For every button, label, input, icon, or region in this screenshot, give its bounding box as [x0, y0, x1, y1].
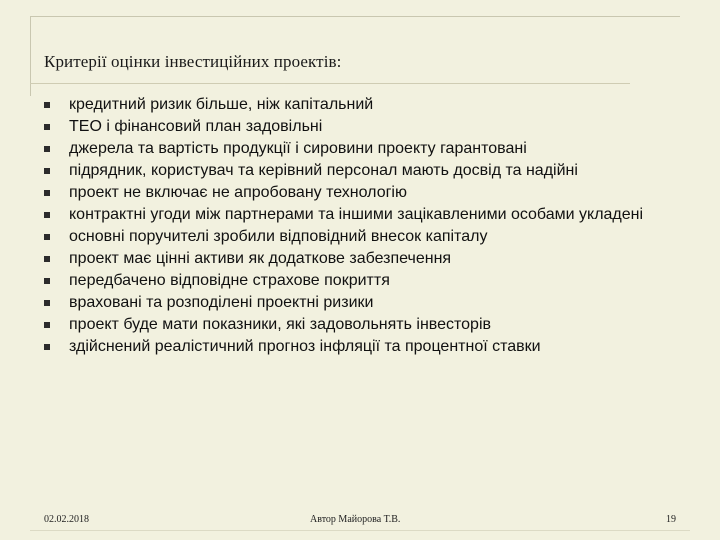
criteria-list: [44, 96, 684, 360]
frame-left-line: [30, 16, 31, 96]
slide-title: Критерії оцінки інвестиційних проектів:: [44, 52, 342, 71]
list-item-text: підрядник, користувач та керівний персонал мають досвід та надійні: [69, 162, 578, 179]
list-item-text: передбачено відповідне страхове покриття: [69, 272, 390, 289]
square-bullet-icon: [44, 168, 50, 174]
list-item: [44, 338, 684, 356]
list-item: [44, 228, 684, 246]
square-bullet-icon: [44, 102, 50, 108]
list-item: [44, 140, 684, 158]
square-bullet-icon: [44, 322, 50, 328]
list-item: [44, 206, 684, 224]
footer-author: Автор Майорова Т.В.: [310, 514, 401, 525]
list-item: [44, 294, 684, 312]
list-item: [44, 250, 684, 268]
square-bullet-icon: [44, 124, 50, 130]
bottom-divider: [30, 530, 690, 531]
list-item-text: джерела та вартість продукції і сировини проекту гарантовані: [69, 140, 527, 157]
list-item-text: контрактні угоди між партнерами та іншими зацікавленими особами укладені: [69, 206, 644, 223]
square-bullet-icon: [44, 300, 50, 306]
square-bullet-icon: [44, 256, 50, 262]
square-bullet-icon: [44, 146, 50, 152]
page-number: 19: [666, 514, 676, 525]
list-item-text: основні поручителі зробили відповідний внесок капіталу: [69, 228, 488, 245]
list-item: [44, 118, 684, 136]
list-item-text: проект буде мати показники, які задовольнять інвесторів: [69, 316, 491, 333]
list-item: [44, 162, 684, 180]
list-item: [44, 184, 684, 202]
list-item-text: враховані та розподілені проектні ризики: [69, 294, 374, 311]
square-bullet-icon: [44, 278, 50, 284]
title-divider: [30, 83, 630, 84]
square-bullet-icon: [44, 212, 50, 218]
list-item-text: ТЕО і фінансовий план задовільні: [69, 118, 323, 135]
square-bullet-icon: [44, 190, 50, 196]
list-item-text: проект має цінні активи як додаткове забезпечення: [69, 250, 452, 267]
list-item-text: кредитний ризик більше, ніж капітальний: [69, 96, 374, 113]
list-item: [44, 316, 684, 334]
list-item-text: здійснений реалістичний прогноз інфляції та процентної ставки: [69, 338, 541, 355]
list-item: [44, 96, 684, 114]
list-item-text: проект не включає не апробовану технологію: [69, 184, 407, 201]
frame-top-line: [30, 16, 680, 17]
square-bullet-icon: [44, 344, 50, 350]
footer-date: 02.02.2018: [44, 514, 89, 525]
list-item: [44, 272, 684, 290]
square-bullet-icon: [44, 234, 50, 240]
